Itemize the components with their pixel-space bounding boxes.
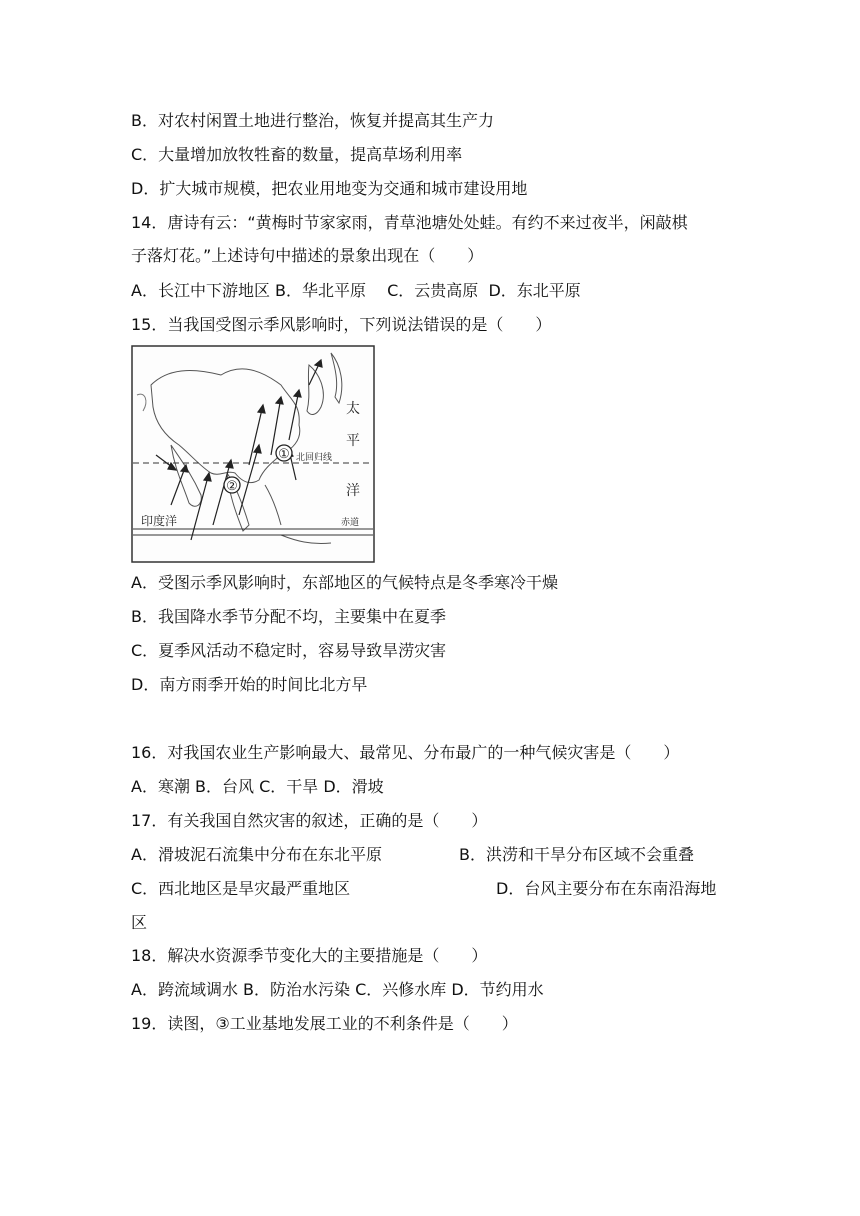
map-label-pacific-2: 平	[346, 433, 360, 449]
q15-stem: 15．当我国受图示季风影响时，下列说法错误的是（ ）	[131, 315, 552, 334]
q17-option-b: B．洪涝和干旱分布区域不会重叠	[459, 845, 694, 864]
q15-option-a: A．受图示季风影响时，东部地区的气候特点是冬季寒冷干燥	[131, 573, 558, 592]
q13-option-d: D．扩大城市规模，把农业用地变为交通和城市建设用地	[131, 179, 528, 198]
q14-options: A．长江中下游地区 B．华北平原 C．云贵高原 D．东北平原	[131, 281, 581, 300]
q14-stem-line-2: 子落灯花。”上述诗句中描述的景象出现在（ ）	[131, 246, 484, 265]
q18-options: A．跨流域调水 B．防治水污染 C．兴修水库 D．节约用水	[131, 980, 544, 999]
q14-stem-line-1: 14．唐诗有云：“黄梅时节家家雨，青草池塘处处蛙。有约不来过夜半，闲敲棋	[131, 213, 688, 232]
map-label-indian-ocean: 印度洋	[141, 514, 178, 528]
q15-option-c: C．夏季风活动不稳定时，容易导致旱涝灾害	[131, 641, 447, 660]
map-label-tropic: 北回归线	[296, 453, 333, 463]
q16-stem: 16．对我国农业生产影响最大、最常见、分布最广的一种气候灾害是（ ）	[131, 743, 680, 762]
q15-option-d: D．南方雨季开始的时间比北方早	[131, 675, 368, 694]
q17-option-d: D．台风主要分布在东南沿海地	[496, 879, 717, 898]
map-label-pacific-1: 太	[346, 401, 360, 417]
map-label-pacific-3: 洋	[346, 483, 360, 499]
map-marker-1: ①	[278, 447, 290, 462]
monsoon-map	[131, 345, 375, 563]
q18-stem: 18．解决水资源季节变化大的主要措施是（ ）	[131, 946, 488, 965]
q17-option-c: C．西北地区是旱灾最严重地区	[131, 879, 351, 898]
map-label-equator: 赤道	[341, 518, 360, 528]
q17-stem: 17．有关我国自然灾害的叙述，正确的是（ ）	[131, 811, 488, 830]
map-marker-2: ②	[226, 479, 238, 494]
q17-option-d-wrap: 区	[131, 913, 148, 932]
q13-option-b: B．对农村闲置土地进行整治，恢复并提高其生产力	[131, 111, 494, 130]
q19-stem: 19．读图，③工业基地发展工业的不利条件是（ ）	[131, 1014, 518, 1033]
q16-options: A．寒潮 B．台风 C．干旱 D．滑坡	[131, 777, 384, 796]
q13-option-c: C．大量增加放牧牲畜的数量，提高草场利用率	[131, 145, 463, 164]
q15-option-b: B．我国降水季节分配不均，主要集中在夏季	[131, 607, 446, 626]
q17-option-a: A．滑坡泥石流集中分布在东北平原	[131, 845, 382, 864]
